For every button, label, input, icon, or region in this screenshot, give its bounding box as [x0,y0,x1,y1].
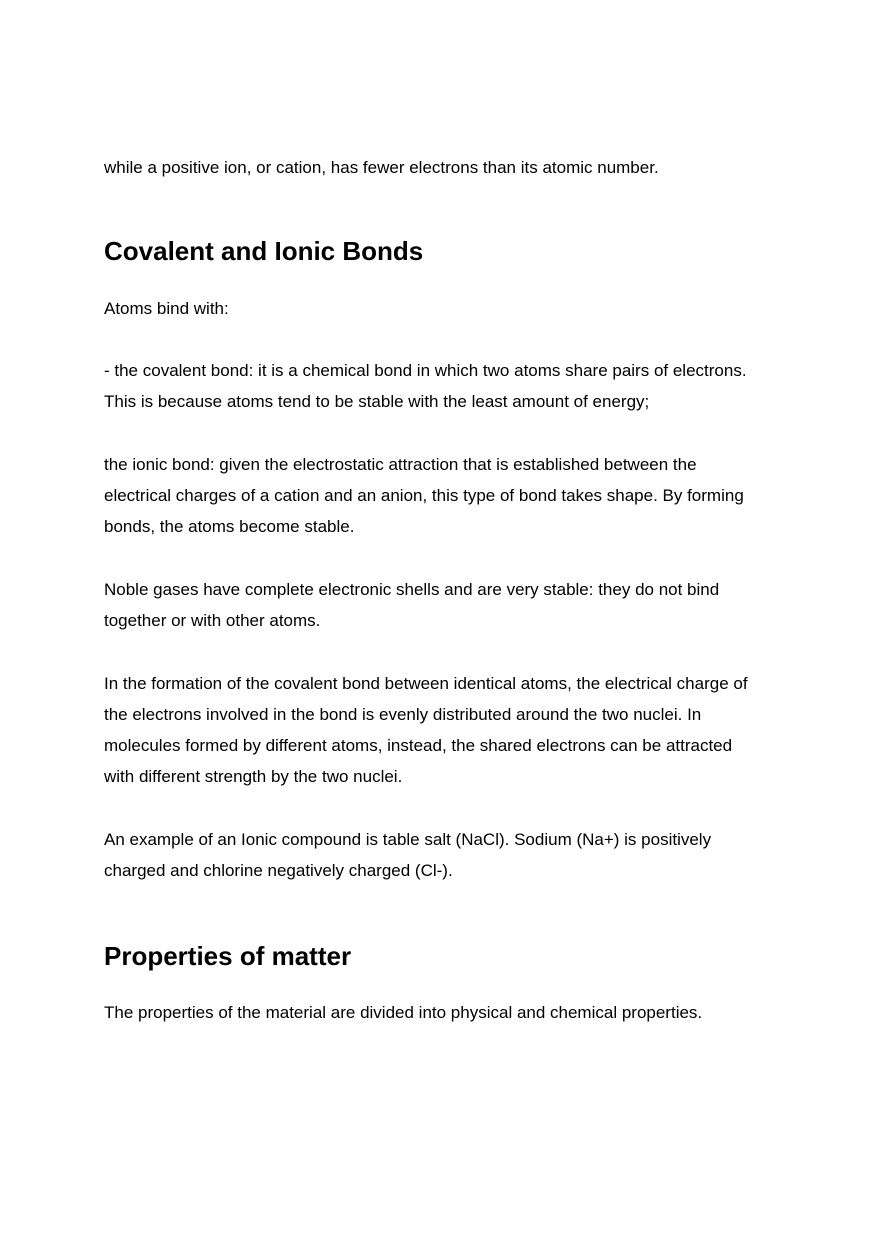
text-line: This is because atoms tend to be stable with the least amount of energy; [104,392,650,411]
paragraph-properties [104,997,784,1028]
paragraph-ionic-bond [104,449,784,542]
section-heading-covalent-ionic-bonds: Covalent and Ionic Bonds [104,236,424,266]
text-line: the electrons involved in the bond is evenly distributed around the two nuclei. In [104,705,702,724]
paragraph-atoms-bind [104,293,784,324]
text-line: electrical charges of a cation and an anion, this type of bond takes shape. By forming [104,486,744,505]
text-line: charged and chlorine negatively charged (Cl-). [104,861,453,880]
text-line: together or with other atoms. [104,611,321,630]
text-line: bonds, the atoms become stable. [104,517,355,536]
paragraph-covalent-bond [104,355,784,417]
text-line: with different strength by the two nuclei. [104,767,403,786]
text-line: An example of an Ionic compound is table salt (NaCl). Sodium (Na+) is positively [104,830,712,849]
text-line: The properties of the material are divided into physical and chemical properties. [104,1003,703,1022]
section-heading-properties-of-matter: Properties of matter [104,941,352,971]
text-line: molecules formed by different atoms, instead, the shared electrons can be attracted [104,736,733,755]
text-line: the ionic bond: given the electrostatic attraction that is established between the [104,455,697,474]
paragraph-ionic-example [104,824,784,886]
text-line: while a positive ion, or cation, has fewer electrons than its atomic number. [104,158,659,177]
paragraph-covalent-formation [104,668,784,792]
text-line: Noble gases have complete electronic shells and are very stable: they do not bind [104,580,720,599]
text-line: In the formation of the covalent bond between identical atoms, the electrical charge of [104,674,748,693]
text-line: Atoms bind with: [104,299,229,318]
intro-paragraph [104,152,784,183]
text-line: - the covalent bond: it is a chemical bond in which two atoms share pairs of electrons. [104,361,747,380]
paragraph-noble-gases [104,574,784,636]
